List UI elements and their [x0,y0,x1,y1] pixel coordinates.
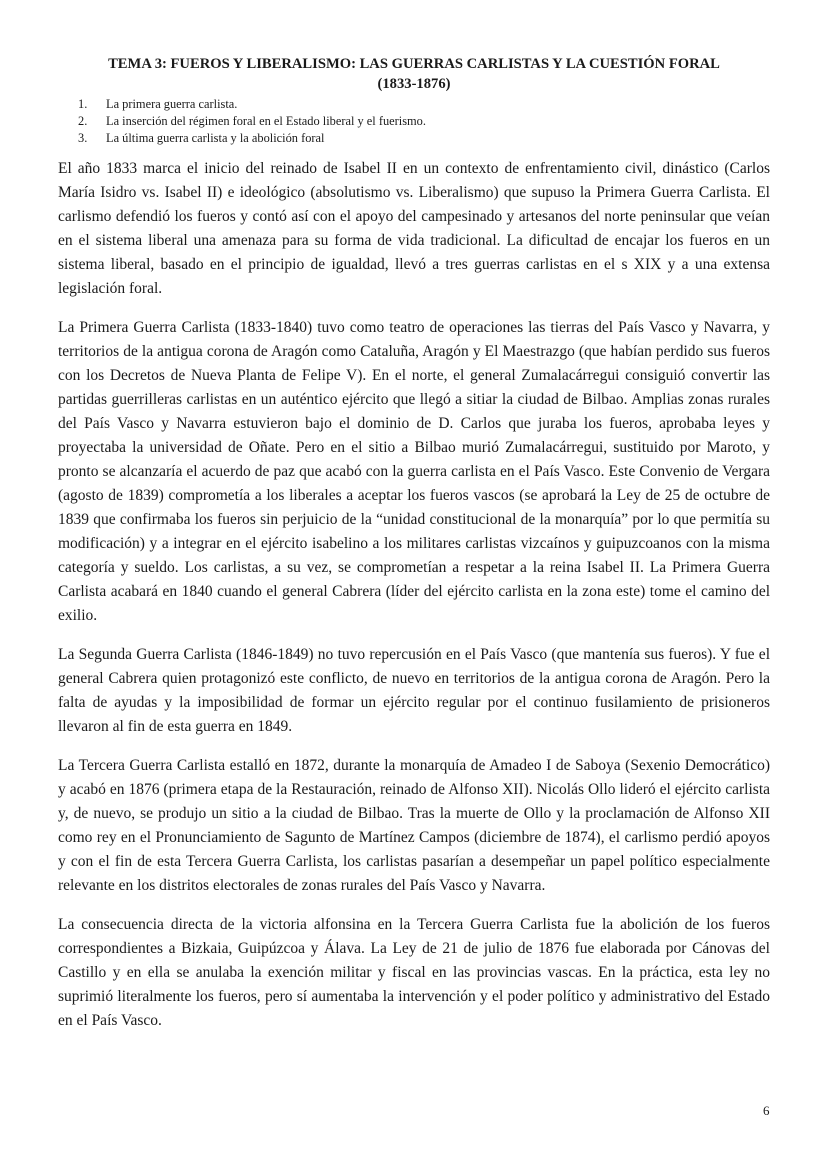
page-number: 6 [763,1103,770,1118]
title-line-2: (1833-1876) [377,76,451,92]
toc-item-number: 2. [78,114,88,128]
table-of-contents [78,96,778,147]
toc-item [78,96,778,113]
toc-item-text: La última guerra carlista y la abolición foral [106,131,325,145]
paragraph: La Primera Guerra Carlista (1833-1840) tuvo como teatro de operaciones las tierras del País Vasco y Navarra, y territorios de la antigua corona de Aragón como Cataluña, Aragón y El Maestrazgo (que habían perdido sus fueros con los Decretos de Nueva Planta de Felipe V). En el norte, el general Zumalacárregui consiguió convertir las partidas guerrilleras carlistas en un auténtico ejército que llegó a sitiar la ciudad de Bilbao. Amplias zonas rurales del País Vasco y Navarra estuvieron bajo el dominio de D. Carlos que juraba los fueros, aprobaba leyes y proyectaba la universidad de Oñate. Pero en el sitio a Bilbao murió Zumalacárregui, sustituido por Maroto, y pronto se alcanzaría el acuerdo de paz que acabó con la guerra carlista en el País Vasco. Este Convenio de Vergara (agosto de 1839) comprometía a los liberales a aceptar los fueros vascos (se aprobará la Ley de 25 de octubre de 1839 que confirmaba los fueros sin perjuicio de la “unidad constitucional de la monarquía” por lo que permitía su modificación) y a integrar en el ejército isabelino a los militares carlistas vizcaínos y guipuzcoanos con la misma categoría y sueldo. Los carlistas, a su vez, se comprometían a respetar a la reina Isabel II. La Primera Guerra Carlista acabará en 1840 cuando el general Cabrera (líder del ejército carlista en la zona este) tome el camino del exilio. [58,319,770,624]
paragraph: La Tercera Guerra Carlista estalló en 1872, durante la monarquía de Amadeo I de Saboya (Sexenio Democrático) y acabó en 1876 (primera etapa de la Restauración, reinado de Alfonso XII). Nicolás Ollo lideró el ejército carlista y, de nuevo, se produjo un sitio a la ciudad de Bilbao. Tras la muerte de Ollo y la proclamación de Alfonso XII como rey en el Pronunciamiento de Sagunto de Martínez Campos (diciembre de 1874), el carlismo perdió apoyos y con el fin de esta Tercera Guerra Carlista, los carlistas pasarían a desempeñar un papel político especialmente relevante en los distritos electorales de zonas rurales del País Vasco y Navarra. [58,757,770,894]
paragraph: El año 1833 marca el inicio del reinado de Isabel II en un contexto de enfrentamiento civil, dinástico (Carlos María Isidro vs. Isabel II) e ideológico (absolutismo vs. Liberalismo) que supuso la Primera Guerra Carlista. El carlismo defendió los fueros y contó así con el apoyo del campesinado y artesanos del norte peninsular que veían en el sistema liberal una amenaza para su forma de vida tradicional. La dificultad de encajar los fueros en un sistema liberal, basado en el principio de igualdad, llevó a tres guerras carlistas en el s XIX y a una extensa legislación foral. [58,160,770,297]
body-text [58,157,770,1048]
toc-item-number: 1. [78,97,88,111]
toc-item-text: La primera guerra carlista. [106,97,238,111]
paragraph: La Segunda Guerra Carlista (1846-1849) no tuvo repercusión en el País Vasco (que mantenía sus fueros). Y fue el general Cabrera quien protagonizó este conflicto, de nuevo en territorios de la antigua corona de Aragón. Pero la falta de ayudas y la imposibilidad de formar un ejército regular por el continuo fusilamiento de prisioneros llevaron al fin de esta guerra en 1849. [58,646,770,735]
toc-item [78,130,778,147]
toc-item [78,113,778,130]
paragraph: La consecuencia directa de la victoria alfonsina en la Tercera Guerra Carlista fue la abolición de los fueros correspondientes a Bizkaia, Guipúzcoa y Álava. La Ley de 21 de julio de 1876 fue elaborada por Cánovas del Castillo y en ella se anulaba la exención militar y fiscal en las provincias vascas. En la práctica, esta ley no suprimió literalmente los fueros, pero sí aumentaba la intervención y el poder político y administrativo del Estado en el País Vasco. [58,916,770,1029]
page-title [58,54,770,94]
toc-item-number: 3. [78,131,88,145]
title-line-1: TEMA 3: FUEROS Y LIBERALISMO: LAS GUERRAS CARLISTAS Y LA CUESTIÓN FORAL [108,56,720,72]
toc-item-text: La inserción del régimen foral en el Estado liberal y el fuerismo. [106,114,426,128]
